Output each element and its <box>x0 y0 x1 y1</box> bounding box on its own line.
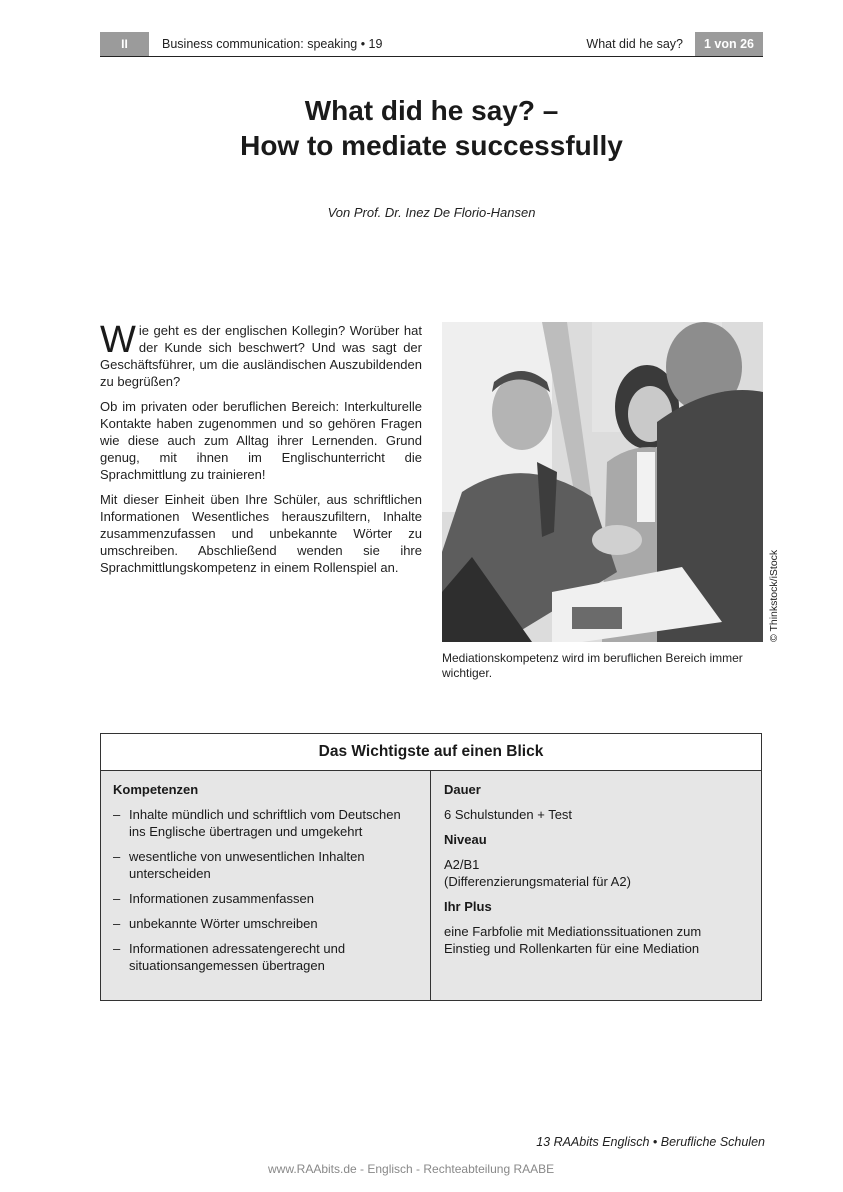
dash-bullet: – <box>113 941 121 956</box>
level-value: A2/B1 <box>444 857 480 872</box>
competencies-list <box>113 806 418 974</box>
drop-cap: W <box>100 319 136 361</box>
duration-label: Dauer <box>444 782 481 797</box>
dash-bullet: – <box>113 807 121 822</box>
list-item-text: Informationen zusammenfassen <box>129 891 314 906</box>
list-item-text: Inhalte mündlich und schriftlich vom Deutschen ins Englische übertragen und umgekehrt <box>129 807 401 839</box>
header-short-title: What did he say? <box>586 37 683 51</box>
list-item-text: wesentliche von unwesentlichen Inhalten unterscheiden <box>129 849 365 881</box>
plus-value: eine Farbfolie mit Mediationssituationen zum Einstieg und Rollenkarten für eine Mediation <box>444 924 702 956</box>
summary-box-heading: Das Wichtigste auf einen Blick <box>101 734 761 771</box>
list-item <box>113 940 418 974</box>
list-item-text: Informationen adressatengerecht und situationsangemessen übertragen <box>129 941 346 973</box>
author-line: Von Prof. Dr. Inez De Florio-Hansen <box>327 205 536 220</box>
intro-paragraph-1-text: ie geht es der englischen Kollegin? Worüber hat der Kunde sich beschwert? Und was sagt der Geschäftsführer, um die ausländischen Auszubildenden zu begrüßen? <box>100 323 422 389</box>
section-badge: II <box>100 32 149 56</box>
list-item <box>113 890 418 907</box>
level-label: Niveau <box>444 832 487 847</box>
title-line-1: What did he say? – <box>304 95 559 126</box>
series-footer: 13 RAAbits Englisch • Berufliche Schulen <box>536 1135 765 1149</box>
dash-bullet: – <box>113 891 121 906</box>
list-item <box>113 915 418 932</box>
plus-label: Ihr Plus <box>444 899 492 914</box>
page-number-badge: 1 von 26 <box>695 32 763 56</box>
duration-value: 6 Schulstunden + Test <box>444 807 573 822</box>
business-handshake-photo <box>442 322 763 642</box>
website-footer: www.RAAbits.de - Englisch - Rechteabteilung RAABE <box>268 1162 555 1176</box>
list-item <box>113 848 418 882</box>
header-topic: Business communication: speaking • 19 <box>162 37 383 51</box>
details-column <box>432 771 761 1000</box>
dash-bullet: – <box>113 849 121 864</box>
intro-paragraph-1 <box>100 319 422 390</box>
competencies-label: Kompetenzen <box>113 782 199 797</box>
competencies-column <box>101 771 431 1000</box>
intro-paragraph-3: Mit dieser Einheit üben Ihre Schüler, aus schriftlichen Informationen Wesentliches herauszufiltern, Inhalte zusammenzufassen und unbekannte Wörter zu umschreiben. Abschließend wenden sie ihre Sprachmittlungskompetenz in einem Rollenspiel an. <box>100 492 422 575</box>
dash-bullet: – <box>113 916 121 931</box>
running-header <box>100 32 763 57</box>
summary-box-body <box>101 771 761 1000</box>
level-note: (Differenzierungsmaterial für A2) <box>444 874 631 889</box>
intro-paragraph-2: Ob im privaten oder beruflichen Bereich: Interkulturelle Kontakte haben zugenommen und so gehören Fragen wie diese auch zum Alltag ihrer Lernenden. Grund genug, mit ihnen im Englischunterricht die Sprachmittlung zu trainieren! <box>100 399 422 482</box>
list-item-text: unbekannte Wörter umschreiben <box>129 916 318 931</box>
intro-text <box>100 319 422 584</box>
list-item <box>113 806 418 840</box>
title-line-2: How to mediate successfully <box>240 130 623 161</box>
photo-illustration <box>442 322 763 642</box>
photo-credit: © Thinkstock/iStock <box>768 549 780 642</box>
page-title <box>100 93 763 163</box>
photo-caption: Mediationskompetenz wird im beruflichen Bereich immer wichtiger. <box>442 651 743 680</box>
summary-box <box>100 733 762 1001</box>
